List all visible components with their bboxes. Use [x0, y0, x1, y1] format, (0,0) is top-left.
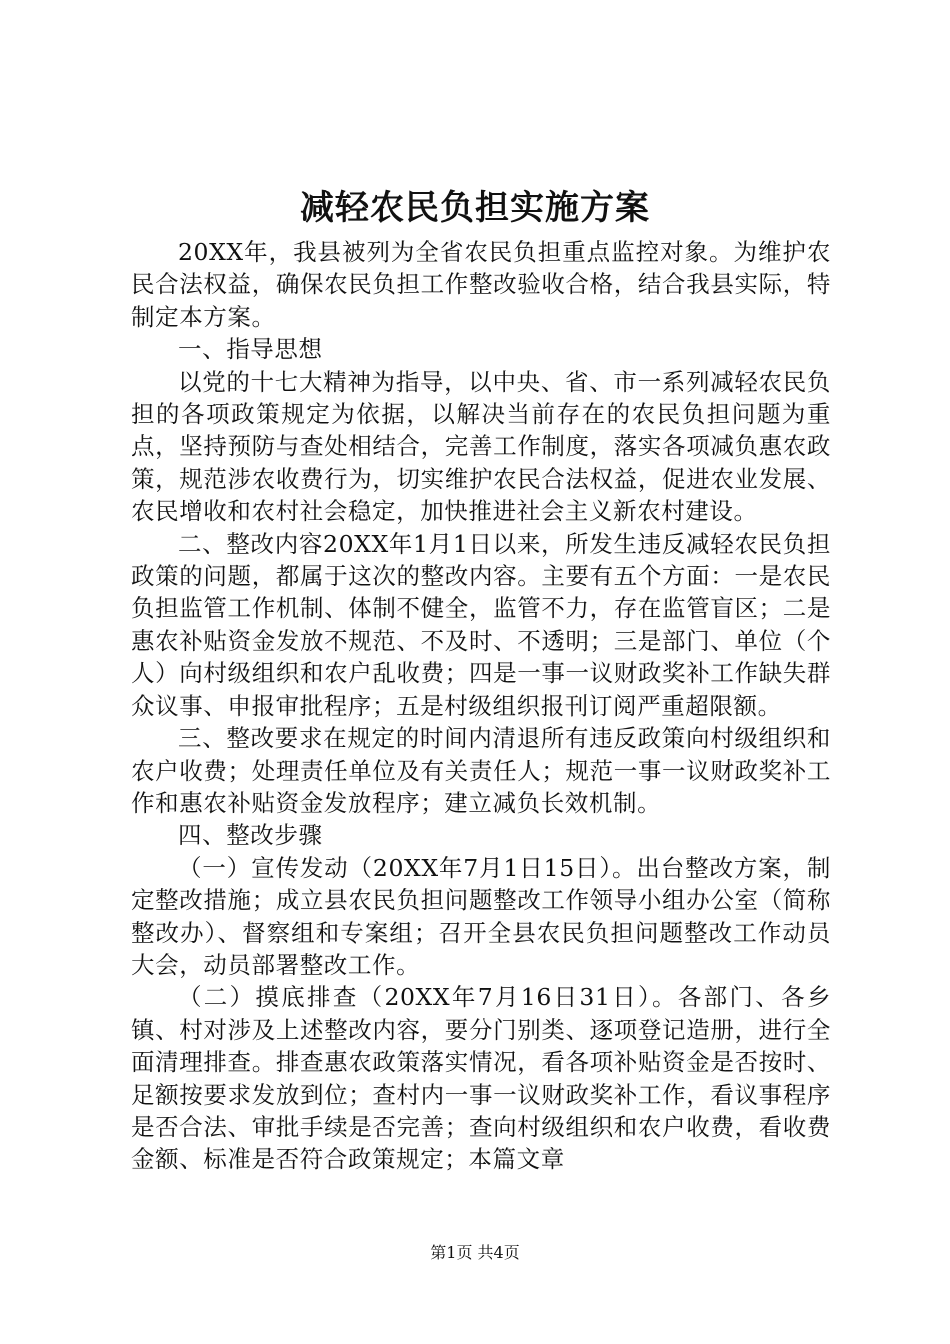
step-two-paragraph: （二）摸底排查（20XX年7月16日31日）。各部门、各乡镇、村对涉及上述整改内容，要分门别类、逐项登记造册，进行全面清理排查。排查惠农政策落实情况，看各项补贴资金是否按时、足额按要求发放到位；查村内一事一议财政奖补工作，看议事程序是否合法、审批手续是否完善；查向村级组织和农户收费，看收费金额、标准是否符合政策规定；本篇文章	[131, 983, 831, 1174]
section-heading-guiding-ideology: 一、指导思想	[178, 335, 323, 364]
guiding-ideology-paragraph: 以党的十七大精神为指导，以中央、省、市一系列减轻农民负担的各项政策规定为依据，以解决当前存在的农民负担问题为重点，坚持预防与查处相结合，完善工作制度，落实各项减负惠农政策，规范涉农收费行为，切实维护农民合法权益，促进农业发展、农民增收和农村社会稳定，加快推进社会主义新农村建设。	[131, 367, 831, 526]
page-number-footer: 第1页 共4页	[430, 1243, 520, 1262]
document-title: 减轻农民负担实施方案	[300, 188, 650, 228]
intro-paragraph: 20XX年，我县被列为全省农民负担重点监控对象。为维护农民合法权益，确保农民负担工作整改验收合格，结合我县实际，特制定本方案。	[131, 238, 831, 331]
rectification-content-paragraph: 二、整改内容20XX年1月1日以来，所发生违反减轻农民负担政策的问题，都属于这次的整改内容。主要有五个方面：一是农民负担监管工作机制、体制不健全，监管不力，存在监管盲区；二是惠农补贴资金发放不规范、不及时、不透明；三是部门、单位（个人）向村级组织和农户乱收费；四是一事一议财政奖补工作缺失群众议事、申报审批程序；五是村级组织报刊订阅严重超限额。	[131, 529, 831, 720]
step-one-paragraph: （一）宣传发动（20XX年7月1日15日）。出台整改方案，制定整改措施；成立县农民负担问题整改工作领导小组办公室（简称整改办）、督察组和专案组；召开全县农民负担问题整改工作动员大会，动员部署整改工作。	[131, 853, 831, 979]
section-heading-rectification-steps: 四、整改步骤	[178, 821, 323, 850]
rectification-requirements-paragraph: 三、整改要求在规定的时间内清退所有违反政策向村级组织和农户收费；处理责任单位及有关责任人；规范一事一议财政奖补工作和惠农补贴资金发放程序；建立减负长效机制。	[131, 724, 831, 817]
document-body	[131, 236, 831, 1176]
